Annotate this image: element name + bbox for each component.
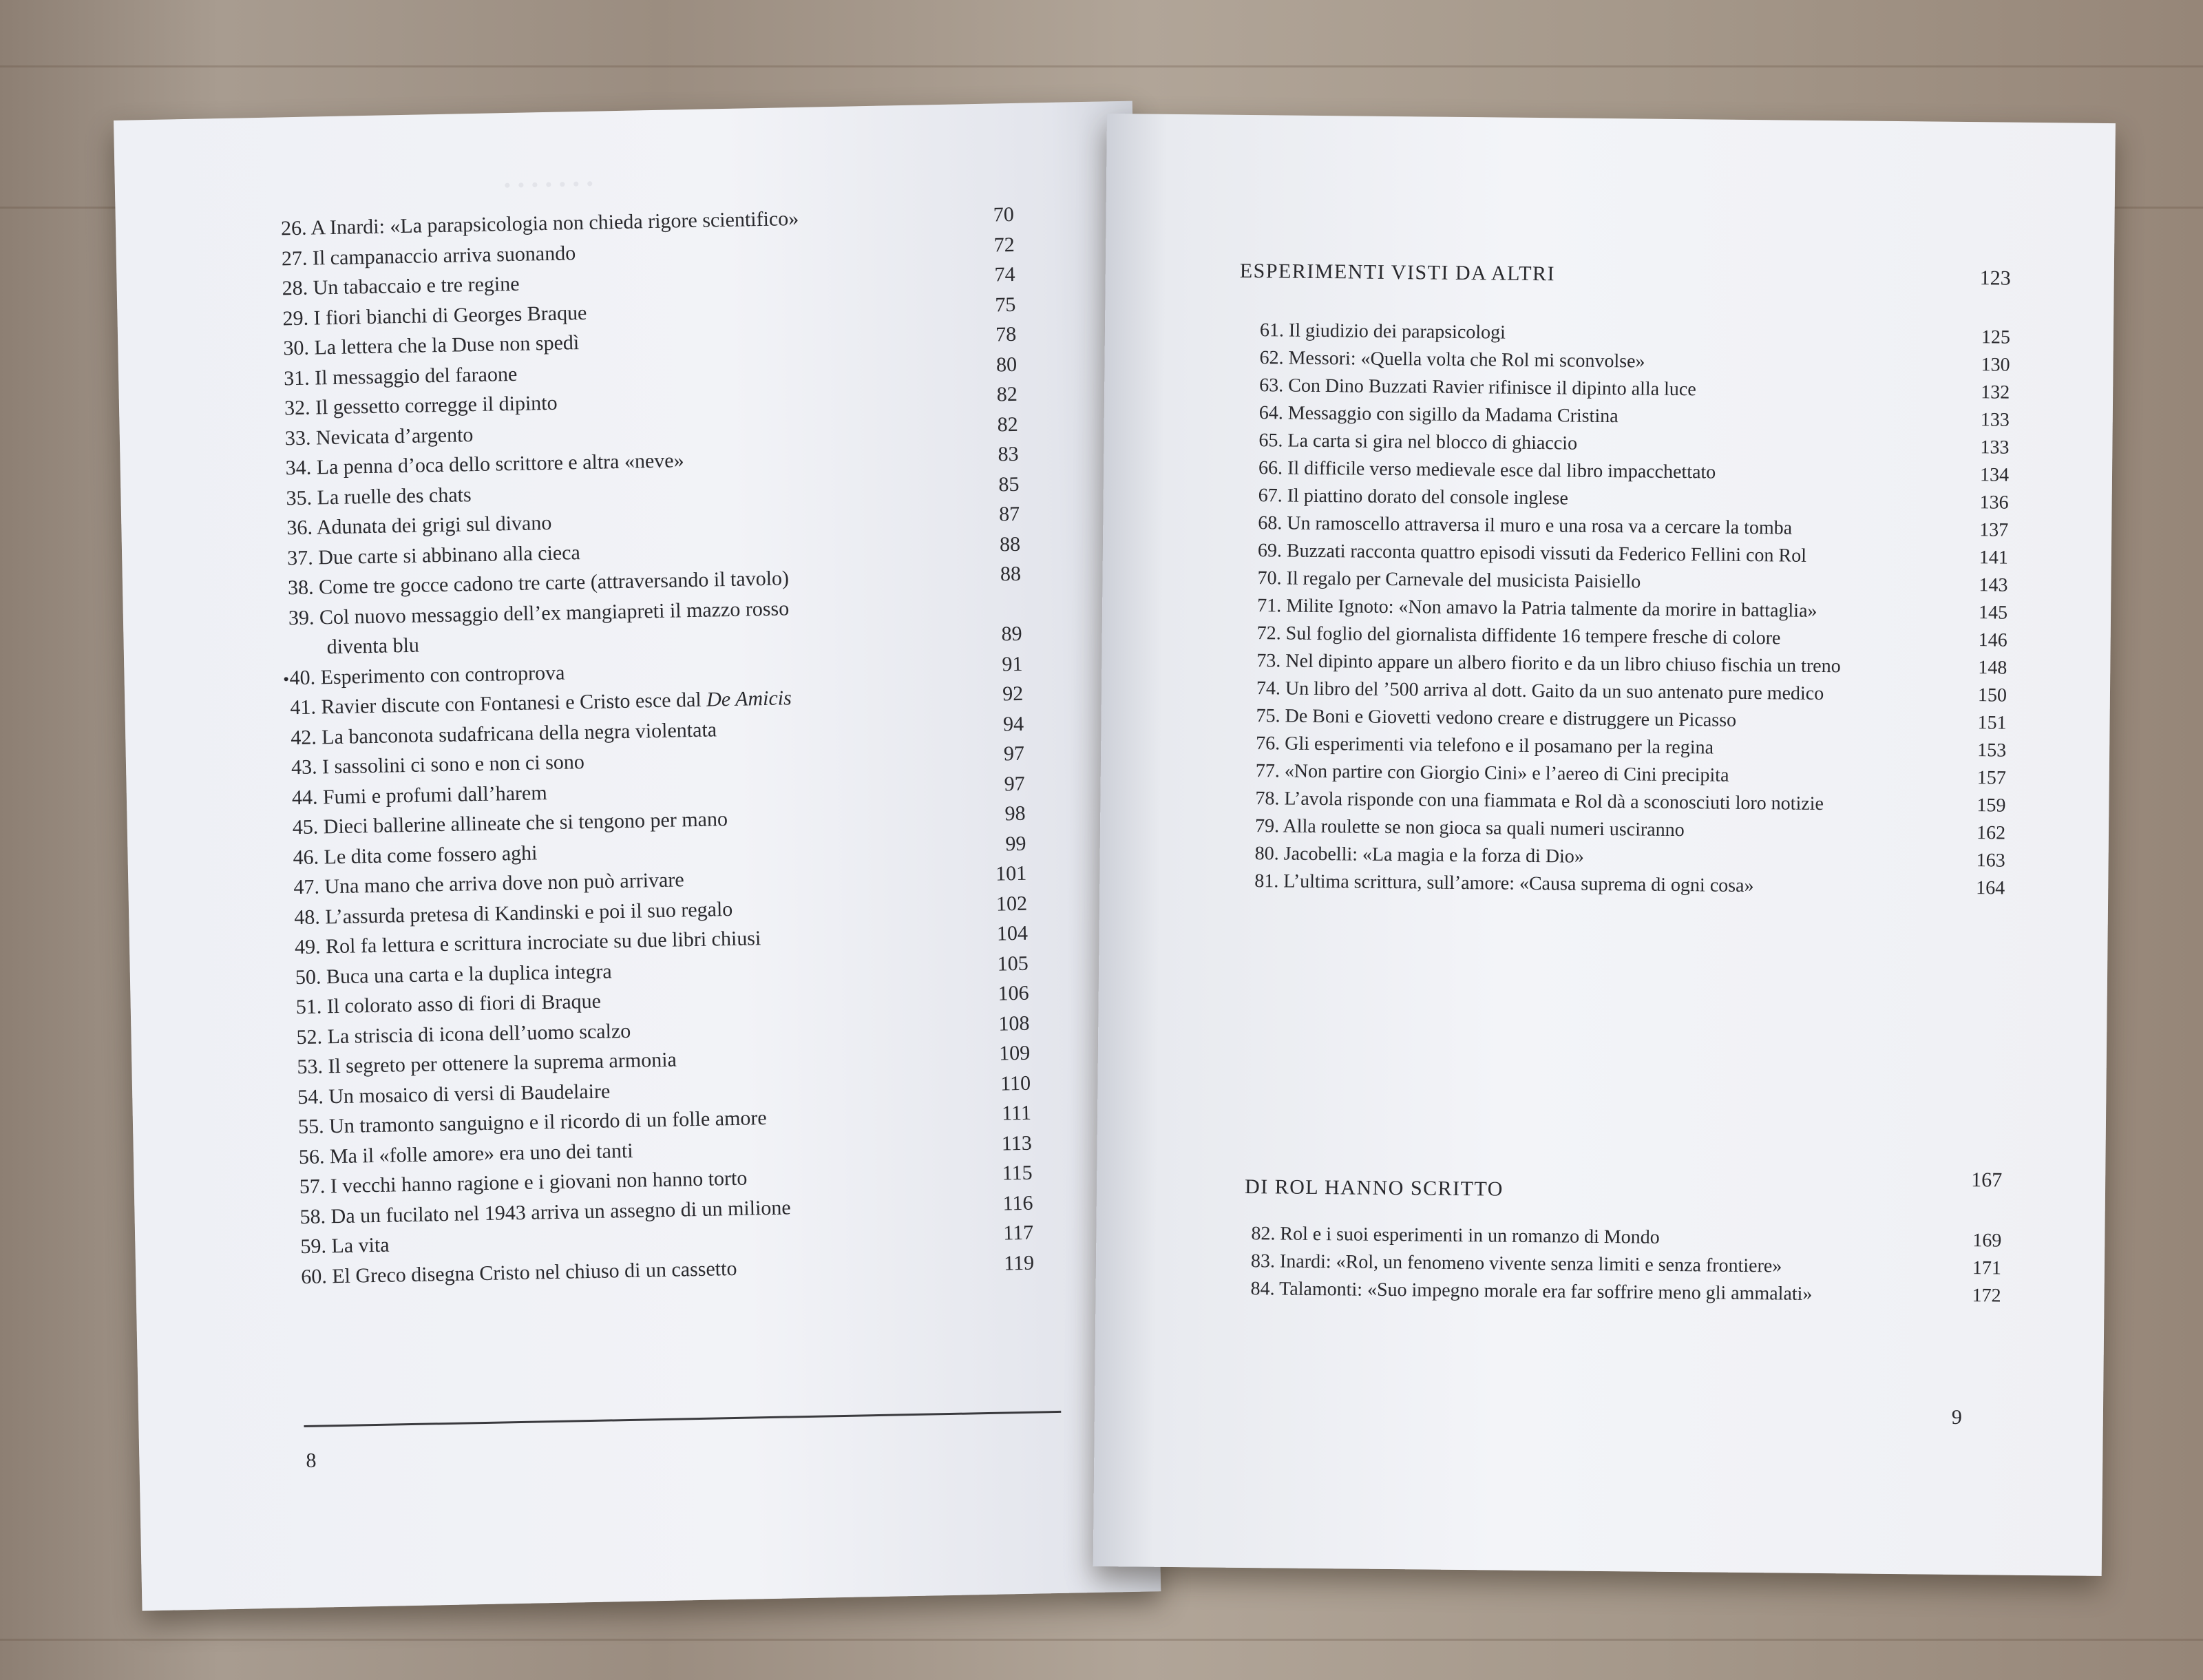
toc-entry-page: 99	[1005, 832, 1026, 855]
toc-entry-number: 71.	[1257, 595, 1282, 617]
toc-entry-label: Il colorato asso di fiori di Braque	[326, 989, 602, 1018]
toc-entry-number: 54.	[297, 1084, 324, 1109]
toc-entry-label: Le dita come fossero aghi	[324, 841, 538, 868]
toc-entry-number: 35.	[286, 486, 313, 510]
toc-entry-page: 70	[993, 202, 1015, 227]
toc-entry-text	[296, 1019, 631, 1048]
toc-entry-label: Come tre gocce cadono tre carte (attraversando il tavolo)	[318, 567, 790, 599]
toc-entry-page: 169	[1972, 1230, 2002, 1252]
toc-entry-label: Talamonti: «Suo impegno morale era far soffrire meno gli ammalati»	[1278, 1278, 1813, 1305]
toc-entry-page: 109	[998, 1041, 1031, 1065]
toc-entry-page: 134	[1979, 464, 2010, 486]
left-toc-list	[281, 200, 1035, 1292]
toc-entry-number: 82.	[1251, 1223, 1276, 1245]
toc-entry-text	[291, 750, 584, 779]
toc-entry-text	[1254, 868, 1754, 900]
toc-entry-label: La vita	[331, 1233, 390, 1258]
toc-entry-text	[282, 301, 587, 329]
toc-entry-label: Messaggio con sigillo da Madama Cristina	[1287, 402, 1619, 428]
toc-entry-label: Un tramonto sanguigno e il ricordo di un folle amore	[328, 1106, 767, 1138]
toc-entry-number: 72.	[1256, 622, 1281, 644]
toc-entry-text	[283, 331, 579, 359]
toc-entry-text	[284, 392, 558, 420]
toc-entry-label: Inardi: «Rol, un fenomeno vivente senza limiti e senza frontiere»	[1279, 1250, 1782, 1277]
toc-entry-text	[298, 1106, 767, 1138]
toc-entry-page: 82	[997, 412, 1019, 436]
stray-mark	[284, 677, 288, 681]
toc-entry-text	[301, 1257, 737, 1288]
toc-entry-page: 148	[1978, 657, 2007, 679]
toc-entry-page: 97	[1004, 772, 1026, 795]
toc-entry-page: 94	[1002, 712, 1024, 735]
toc-entry-label: Un tabaccaio e tre regine	[313, 272, 520, 300]
toc-entry-label: Rol e i suoi esperimenti in un romanzo di Mondo	[1280, 1223, 1660, 1248]
toc-entry-number: 32.	[284, 396, 310, 420]
toc-entry-page: 150	[1977, 684, 2007, 706]
toc-entry-text	[1258, 454, 1716, 486]
toc-entry-page: 159	[1977, 795, 2006, 817]
toc-entry-page: 117	[1003, 1221, 1034, 1245]
toc-entry-number: 74.	[1256, 678, 1281, 700]
toc-entry-label: Rol fa lettura e scrittura incrociate su due libri chiusi	[325, 927, 761, 958]
toc-entry-page: 104	[996, 921, 1029, 945]
toc-entry-number: 48.	[293, 905, 321, 929]
toc-entry-label: Il segreto per ottenere la suprema armonia	[328, 1048, 677, 1078]
toc-entry-number: 84.	[1250, 1278, 1275, 1300]
toc-entry-label: Sul foglio del giornalista diffidente 16 tempere fresche di colore	[1285, 622, 1781, 649]
toc-entry-label: Il campanaccio arriva suonando	[312, 241, 576, 269]
toc-entry-text	[1256, 757, 1729, 790]
toc-entry-number: 60.	[300, 1264, 328, 1288]
toc-entry-label: Il gessetto corregge il dipinto	[315, 391, 558, 419]
toc-entry-number: 38.	[287, 576, 314, 600]
toc-entry-number: 66.	[1258, 457, 1283, 479]
toc-entry-number: 33.	[284, 426, 311, 450]
toc-entry-label: «Non partire con Giorgio Cini» e l’aereo di Cini precipita	[1284, 760, 1729, 786]
toc-entry-page: 115	[1002, 1161, 1033, 1185]
toc-entry-text	[1259, 372, 1696, 403]
toc-entry-label: Alla roulette se non gioca sa quali numeri usciranno	[1283, 815, 1685, 841]
toc-entry-text	[282, 242, 576, 270]
toc-entry-text	[297, 1080, 611, 1109]
toc-entry-number: 78.	[1255, 788, 1280, 810]
toc-entry-label: Esperimento con controprova	[320, 661, 565, 689]
toc-entry-number: 36.	[286, 516, 313, 540]
toc-entry-page: 137	[1979, 519, 2009, 541]
toc-entry-label: Milite Ignoto: «Non amavo la Patria talmente da morire in battaglia»	[1285, 595, 1817, 622]
toc-entry-page: 157	[1977, 767, 2006, 789]
toc-entry-label: Il messaggio del faraone	[314, 362, 518, 389]
page-number-right: 9	[1951, 1405, 1963, 1429]
section-heading-text: ESPERIMENTI VISTI DA ALTRI	[1239, 259, 1556, 286]
toc-entry-number: 76.	[1256, 733, 1280, 755]
toc-entry-label: Fumi e profumi dall’harem	[322, 781, 547, 808]
toc-entry-page: 116	[1002, 1191, 1033, 1215]
toc-entry-number: 73.	[1256, 650, 1281, 672]
toc-entry-number: 55.	[297, 1115, 324, 1139]
toc-entry-text	[1259, 344, 1645, 375]
toc-entry-number: 39.	[288, 606, 315, 629]
toc-entry-number: 56.	[298, 1144, 325, 1168]
toc-entry-text	[300, 1234, 390, 1258]
toc-entry-number: 67.	[1258, 485, 1283, 507]
toc-entry-text	[1255, 812, 1685, 844]
toc-entry-text	[291, 718, 717, 749]
toc-entry-page: 113	[1001, 1131, 1033, 1155]
toc-entry-page: 108	[998, 1011, 1030, 1036]
toc-entry-number: 70.	[1257, 567, 1282, 589]
toc-entry-label: La lettera che la Duse non spedì	[314, 331, 580, 359]
toc-entry-label: Jacobelli: «La magia e la forza di Dio»	[1283, 843, 1584, 868]
toc-entry-number: 37.	[286, 546, 314, 569]
toc-entry-label: I vecchi hanno ragione e i giovani non hanno torto	[330, 1166, 748, 1198]
toc-entry-label: Nevicata d’argento	[315, 423, 474, 449]
footer-rule	[304, 1411, 1061, 1427]
toc-entry-text	[1257, 565, 1641, 596]
toc-entry-text	[297, 1049, 677, 1079]
toc-entry-text	[299, 1167, 747, 1198]
toc-entry-text	[1250, 1275, 1812, 1308]
toc-entry-label: Buzzati racconta quattro episodi vissuti da Federico Fellini con Rol	[1286, 540, 1807, 567]
toc-entry-page: 105	[997, 952, 1029, 976]
toc-entry-page: 164	[1976, 877, 2005, 899]
toc-entry-number: 26.	[280, 216, 307, 240]
toc-entry-number: 41.	[290, 695, 317, 720]
toc-entry-number: 69.	[1257, 540, 1283, 562]
toc-entry-text	[292, 781, 547, 809]
toc-entry-text	[299, 1139, 633, 1168]
show-through-text: ·······	[500, 160, 598, 209]
toc-entry-number: 27.	[281, 246, 308, 270]
toc-entry-number: 58.	[299, 1204, 326, 1228]
toc-entry-number: 61.	[1259, 319, 1285, 342]
section-heading-text: DI ROL HANNO SCRITTO	[1244, 1175, 1504, 1201]
toc-entry-page: 106	[998, 981, 1029, 1005]
toc-entry-label: L’avola risponde con una fiammata e Rol dà a sconosciuti loro notizie	[1284, 788, 1824, 815]
toc-entry-number: 28.	[282, 276, 308, 300]
toc-entry-label: Un ramoscello attraversa il muro e una rosa va a cercare la tomba	[1287, 512, 1793, 539]
toc-entry-page: 87	[998, 502, 1020, 526]
toc-entry-number: 46.	[293, 845, 319, 869]
toc-entry-label: Due carte si abbinano alla cieca	[317, 540, 581, 569]
toc-entry-label: Con Dino Buzzati Ravier rifinisce il dipinto alla luce	[1288, 375, 1696, 401]
toc-entry-page: 89	[1001, 622, 1022, 646]
toc-entry-number: 34.	[285, 456, 312, 480]
toc-entry-text	[287, 541, 580, 569]
toc-entry-label: Dieci ballerine allineate che si tengono per mano	[323, 808, 728, 839]
toc-entry-label: diventa blu	[326, 633, 420, 659]
toc-entry-text	[1258, 482, 1568, 512]
toc-entry-page: 143	[1979, 574, 2008, 596]
toc-entry-page: 111	[1001, 1101, 1032, 1125]
toc-entry-page: 153	[1977, 739, 2007, 762]
toc-entry-text	[295, 960, 612, 989]
toc-entry-number: 57.	[299, 1175, 326, 1199]
toc-entry-number: 79.	[1254, 815, 1280, 837]
toc-entry-label: Il giudizio dei parapsicologi	[1288, 319, 1506, 344]
toc-entry-label: L’ultima scrittura, sull’amore: «Causa suprema di ogni cosa»	[1283, 870, 1754, 897]
toc-entry-label: La striscia di icona dell’uomo scalzo	[327, 1019, 631, 1048]
toc-entry-page: 119	[1003, 1251, 1035, 1274]
toc-entry-text	[284, 362, 518, 390]
toc-entry-label: Col nuovo messaggio dell’ex mangiapreti il mazzo rosso	[319, 596, 790, 629]
toc-entry-label: Una mano che arriva dove non può arrivare	[324, 868, 684, 899]
toc-entry-label: Un mosaico di versi di Baudelaire	[328, 1079, 611, 1108]
toc-entry-page: 172	[1972, 1285, 2001, 1307]
toc-entry-page: 133	[1980, 437, 2010, 459]
toc-entry-text	[294, 897, 733, 928]
toc-entry-label: La carta si gira nel blocco di ghiaccio	[1287, 430, 1578, 454]
toc-entry-number: 42.	[290, 726, 317, 749]
toc-entry-text	[285, 423, 474, 450]
toc-entry-page: 163	[1976, 850, 2005, 872]
toc-entry-text	[1256, 702, 1736, 735]
toc-entry-text	[289, 661, 565, 689]
toc-entry-page: 133	[1980, 409, 2010, 431]
toc-entry-label: La penna d’oca dello scrittore e altra «neve»	[316, 449, 684, 479]
toc-entry-text	[1260, 317, 1506, 346]
toc-entry-page: 132	[1981, 381, 2010, 403]
toc-entry-text	[1259, 399, 1619, 430]
toc-entry-number: 81.	[1254, 870, 1279, 892]
toc-entry-number: 47.	[293, 875, 320, 899]
toc-entry-page: 74	[994, 262, 1015, 286]
toc-entry-label: Da un fucilato nel 1943 arriva un assegno di un milione	[330, 1195, 791, 1228]
toc-entry-label: Un libro del ’500 arriva al dott. Gaito da un suo antenato pure medico	[1285, 678, 1824, 705]
toc-entry-label: El Greco disegna Cristo nel chiuso di un cassetto	[331, 1257, 737, 1288]
toc-entry-page: 72	[993, 233, 1015, 256]
toc-entry-number: 51.	[295, 995, 322, 1019]
toc-entry-label: Gli esperimenti via telefono e il posamano per la regina	[1285, 733, 1714, 759]
toc-entry-page: 110	[1000, 1071, 1031, 1095]
toc-entry-page: 97	[1003, 742, 1025, 766]
toc-entry-number: 62.	[1259, 347, 1284, 369]
toc-entry-label: A Inardi: «La parapsicologia non chieda rigore scientifico»	[310, 207, 799, 240]
toc-entry-text	[1254, 840, 1584, 871]
toc-entry-label: Nel dipinto appare un albero fiorito e da un libro chiuso fischia un treno	[1285, 650, 1841, 678]
toc-entry-page: 88	[1000, 562, 1022, 586]
toc-entry-text	[292, 808, 728, 839]
toc-entry-label: Messori: «Quella volta che Rol mi sconvolse»	[1288, 347, 1645, 372]
toc-entry-number: 29.	[282, 306, 309, 330]
toc-entry-page: 141	[1979, 547, 2009, 569]
toc-entry-text	[295, 990, 601, 1019]
right-toc-list-2	[1250, 1220, 2001, 1310]
toc-entry-page: 91	[1002, 652, 1023, 675]
toc-entry-number: 64.	[1258, 402, 1283, 424]
toc-entry-page: 151	[1977, 712, 2007, 734]
section-page: 123	[1979, 266, 2011, 290]
toc-entry-page: 78	[995, 322, 1017, 346]
toc-entry-page: 98	[1004, 801, 1026, 826]
toc-entry-page: 125	[1981, 326, 2011, 348]
toc-entry-text	[286, 512, 552, 539]
page-number-left: 8	[306, 1449, 317, 1472]
toc-entry-text	[1256, 730, 1714, 762]
toc-entry-number: 52.	[296, 1025, 323, 1049]
toc-entry-label: La ruelle des chats	[317, 483, 472, 509]
toc-entry-text	[293, 868, 684, 899]
toc-entry-text	[1258, 427, 1577, 457]
toc-entry-page: 136	[1979, 492, 2009, 514]
toc-entry-number: 63.	[1259, 375, 1284, 397]
toc-entry-number: 53.	[297, 1055, 324, 1079]
toc-entry-text	[295, 927, 761, 958]
toc-entry-label: Il piattino dorato del console inglese	[1287, 485, 1569, 510]
toc-entry-page: 146	[1978, 629, 2007, 651]
toc-entry-number: 68.	[1258, 512, 1283, 534]
toc-entry-page: 83	[998, 442, 1019, 466]
toc-entry-page: 102	[995, 892, 1028, 916]
toc-entry-number: 49.	[294, 935, 321, 959]
toc-entry-number: 80.	[1254, 843, 1279, 865]
toc-entry-label: De Boni e Giovetti vedono creare e distruggere un Picasso	[1285, 705, 1737, 731]
toc-entry-text	[1251, 1220, 1660, 1252]
toc-entry-page: 85	[998, 472, 1020, 496]
toc-entry-text	[326, 634, 419, 659]
toc-entry-page: 82	[996, 382, 1018, 406]
toc-entry-label: Ma il «folle amore» era uno dei tanti	[329, 1139, 633, 1168]
toc-entry-number: 65.	[1258, 430, 1283, 452]
toc-entry-number: 43.	[291, 755, 317, 779]
toc-entry-page: 75	[995, 293, 1016, 316]
right-toc-list-1	[1254, 317, 2010, 902]
toc-entry-page: 130	[1981, 354, 2010, 376]
toc-entry-text	[282, 273, 519, 300]
toc-entry-text	[285, 449, 684, 479]
toc-entry-label: I sassolini ci sono e non ci sono	[322, 750, 585, 779]
toc-entry-page: 88	[999, 532, 1021, 556]
toc-entry-page: 162	[1976, 822, 2006, 844]
toc-entry-label: Il regalo per Carnevale del musicista Paisiello	[1286, 567, 1641, 593]
toc-entry-page: 171	[1972, 1257, 2002, 1279]
toc-entry-number: 50.	[295, 965, 322, 989]
toc-entry-number: 40.	[289, 666, 316, 689]
left-page	[114, 101, 1161, 1611]
toc-entry-text	[293, 841, 537, 869]
toc-entry-page: 80	[995, 353, 1018, 376]
toc-entry-number: 77.	[1255, 760, 1280, 782]
toc-entry-number: 31.	[283, 366, 310, 390]
toc-entry-label: Ravier discute con Fontanesi e Cristo esce dal De Amicis	[321, 686, 792, 719]
toc-entry-label: I fiori bianchi di Georges Braque	[313, 301, 587, 329]
section-heading-esperimenti	[1240, 260, 2011, 295]
right-page	[1093, 114, 2116, 1576]
toc-entry-number: 44.	[291, 785, 318, 809]
toc-entry-label: Buca una carta e la duplica integra	[326, 959, 612, 988]
toc-entry-label: La banconota sudafricana della negra violentata	[321, 717, 717, 748]
toc-entry-page: 101	[995, 861, 1027, 885]
section-heading-di-rol	[1231, 1162, 2003, 1201]
toc-entry-page: 92	[1002, 682, 1024, 706]
toc-entry-number: 75.	[1256, 705, 1280, 727]
toc-entry-label: L’assurda pretesa di Kandinski e poi il suo regalo	[324, 897, 733, 928]
toc-entry-label: Adunata dei grigi sul divano	[316, 511, 552, 539]
toc-entry-number: 83.	[1250, 1250, 1276, 1272]
toc-entry-text	[286, 483, 472, 510]
toc-entry-page: 145	[1978, 602, 2008, 624]
toc-entry-label: Il difficile verso medievale esce dal libro impacchettato	[1287, 457, 1716, 483]
toc-entry-number: 59.	[300, 1235, 327, 1259]
toc-entry-number: 30.	[283, 336, 310, 360]
section-page: 167	[1971, 1168, 2003, 1192]
toc-entry-number: 45.	[292, 815, 319, 839]
